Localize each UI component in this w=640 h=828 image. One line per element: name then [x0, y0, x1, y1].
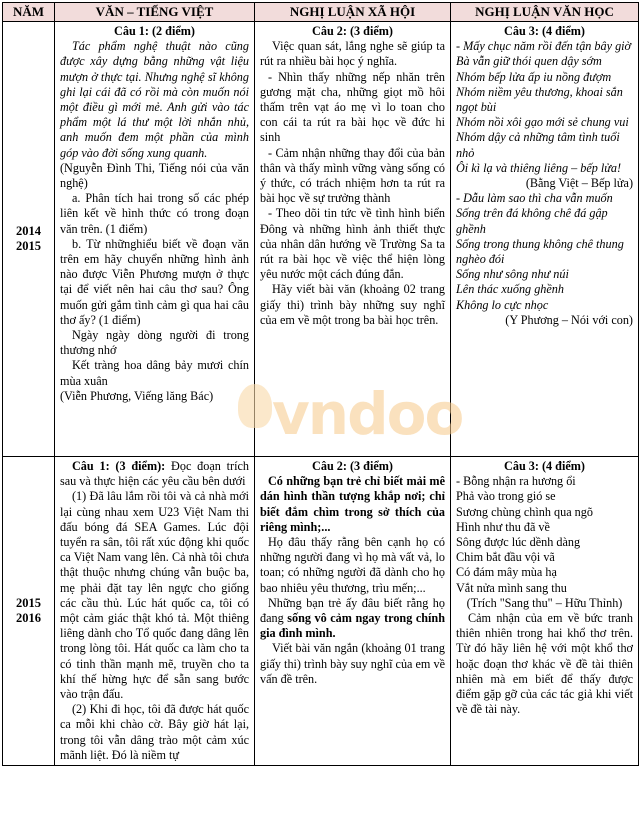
year-end: 2016: [16, 611, 41, 626]
cell-nghi-luan-van-hoc: [451, 457, 639, 766]
poem-excerpt: - Mấy chục năm rồi đến tận bây giờ Bà vẫn giữ thói quen dậy sớm Nhóm bếp lửa ấp iu nồng đượm Nhóm niềm yêu thương, khoai sắn ngọt bùi Nhóm nồi xôi gạo mới sẻ chung vui Nhóm dậy cả những tâm tình tuổi nhỏ Ôi kì lạ và thiêng liêng – bếp lửa!: [456, 39, 632, 175]
question-title: Câu 2: (3 điểm): [312, 459, 393, 473]
task-a: a. Phân tích hai trong số các phép liên kết về hình thức có trong đoạn văn trên. (1 điểm): [60, 191, 249, 236]
header-nghi-luan-van-hoc: NGHỊ LUẬN VĂN HỌC: [451, 3, 639, 22]
passage-paragraph: (2) Khi đi học, tôi đã được hát quốc ca mỗi khi chào cờ. Bây giờ hát lại, trong tôi vẫn dâng trào một cảm xúc mãnh liệt. Đó là niềm tự: [60, 702, 249, 762]
point-text: - Cảm nhận những thay đổi của bản thân và thấy mình vững vàng sống có ý thức, có trách nhiệm hơn ta rút ra bài học về sự trưởng thành: [260, 145, 445, 206]
poem-source: (Bằng Việt – Bếp lửa): [525, 176, 633, 191]
question-title: Câu 2: (3 điểm): [312, 24, 393, 38]
question-title: Câu 1: (3 điểm):: [72, 459, 166, 473]
year-start: 2014: [16, 223, 41, 238]
header-van-tieng-viet: VĂN – TIẾNG VIỆT: [55, 3, 255, 22]
passage-paragraph: (1) Đã lâu lắm rồi tôi và cả nhà mới lại cùng nhau xem U23 Việt Nam thi đấu bóng đá SEA Games. Lúc đội tuyển ra sân, tôi rất xúc động khi quốc ca Việt Nam vang lên. Cả nhà tôi chưa thật thuộc nhưng chúng vẫn buộc ba, mẹ phải đặt tay lên ngực cho giống các cầu thủ. Lúc hát quốc ca, tôi có một cảm giác thật khó tả. Một thiêng liêng dành cho Tổ quốc đang dâng lên trong lòng tôi. Hát quốc ca làm cho ta có tinh thần mạnh mẽ, truyền cho ta khí thế hừng hực để sẵn sang bước vào trận đấu.: [60, 489, 249, 702]
point-text: - Theo dõi tin tức về tình hình biển Đông và những hình ảnh thiết thực của nhân dân hướng về Trường Sa ta rút ra bài học về việc thể hiện lòng yêu nước một cách đúng đắn.: [260, 206, 445, 282]
header-row: [3, 3, 639, 22]
quote-passage: Tác phẩm nghệ thuật nào cũng được xây dựng bằng những vật liệu mượn ở thực tại. Nhưng nghệ sĩ không ghi lại cái đã có rồi mà còn muốn nói một điều gì mới mẻ. Anh gửi vào tác phẩm một lá thư một lời nhắn nhủ, anh muốn đem một phần của mình góp vào đời sống xung quanh.: [60, 39, 249, 160]
point-text: - Nhìn thấy những nếp nhăn trên gương mặt cha, những giọt mồ hôi thấm trên vạt áo mẹ vì lo toan cho con cái ta rút ra bài học về đức hi sinh: [260, 69, 445, 145]
question-title: Câu 1: (2 điểm): [114, 24, 195, 38]
prompt-text: Họ đâu thấy rằng bên cạnh họ có những người đang vì họ mà vất vả, lo toan; có những người đã dành cho họ bao nhiêu yêu thương, trìu mến;...: [260, 535, 445, 595]
poem-source: (Viễn Phương, Viếng lăng Bác): [60, 388, 214, 403]
prompt-bold: Có những bạn trẻ chỉ biết mải mê dán hình thần tượng khắp nơi; chỉ biết đắm chìm trong sở thích của riêng mình;...: [260, 474, 445, 534]
poem-excerpt: - Bỗng nhận ra hương ổi Phả vào trong gió se Sương chùng chình qua ngõ Hình như thu đã về Sông được lúc dềnh dàng Chim bắt đầu vội vã Có đám mây mùa hạ Vắt nửa mình sang thu: [456, 474, 593, 595]
table-row: [3, 22, 639, 457]
poem-line: Kết tràng hoa dâng bảy mươi chín mùa xuân: [60, 358, 249, 388]
poem-line: Ngày ngày dòng người đi trong thương nhớ: [60, 328, 249, 358]
question-instruction: Đọc đoạn trích sau và thực hiện các yêu cầu bên dưới: [60, 459, 249, 489]
poem-source: (Trích "Sang thu" – Hữu Thỉnh): [466, 595, 623, 610]
quote-source: (Nguyễn Đình Thi, Tiếng nói của văn nghệ): [60, 160, 249, 191]
exam-table: [2, 2, 639, 766]
prompt-text: Những bạn trẻ ấy đâu biết rằng họ đang: [260, 595, 445, 626]
task-text: Hãy viết bài văn (khoảng 02 trang giấy thi) trình bày những suy nghĩ của em về một trong ba bài học trên.: [260, 282, 445, 327]
question-title: Câu 3: (4 điểm): [504, 24, 585, 38]
year-cell: [3, 22, 55, 457]
intro-text: Việc quan sát, lắng nghe sẽ giúp ta rút ra nhiều bài học ý nghĩa.: [260, 39, 445, 69]
prompt-bold: sống vô cảm ngay trong chính gia đình mình.: [260, 611, 445, 641]
year-end: 2015: [16, 239, 41, 253]
poem-source: (Y Phương – Nói với con): [505, 312, 633, 327]
header-nghi-luan-xa-hoi: NGHỊ LUẬN XÃ HỘI: [255, 3, 451, 22]
cell-nghi-luan-xa-hoi: [255, 22, 451, 457]
cell-van-tieng-viet: [55, 457, 255, 766]
year-start: 2015: [16, 595, 41, 610]
task-b: b. Từ nhữnghiểu biết về đoạn văn trên em hãy chuyển những hình ảnh nào được Viễn Phương mượn ở thực tại để viết nên hai câu thơ sau? Ông muốn gửi gắm tình cảm gì qua hai câu thơ ấy? (1 điểm): [60, 236, 249, 327]
cell-van-tieng-viet: [55, 22, 255, 457]
poem-excerpt: - Dẫu làm sao thì cha vẫn muốn Sống trên đá không chê đá gập ghềnh Sống trong thung không chê thung nghèo đói Sống như sông như núi Lên thác xuống ghềnh Không lo cực nhọc: [456, 191, 624, 312]
task-text: Viết bài văn ngắn (khoảng 01 trang giấy thi) trình bày suy nghĩ của em về vấn đề trên.: [260, 641, 445, 686]
watermark-logo: vndoo: [272, 380, 463, 448]
task-text: Cảm nhận của em về bức tranh thiên nhiên trong hai khổ thơ trên. Từ đó hãy liên hệ với một khổ thơ hoặc đoạn thơ khác về đề tài thiên nhiên mà em biết để thấy được điểm gặp gỡ của các tác giả khi viết về đề tài này.: [456, 611, 633, 717]
cell-nghi-luan-xa-hoi: [255, 457, 451, 766]
question-title: Câu 3: (4 điểm): [504, 459, 585, 473]
header-year: NĂM: [3, 3, 55, 22]
year-cell: [3, 457, 55, 766]
table-row: [3, 457, 639, 766]
cell-nghi-luan-van-hoc: [451, 22, 639, 457]
